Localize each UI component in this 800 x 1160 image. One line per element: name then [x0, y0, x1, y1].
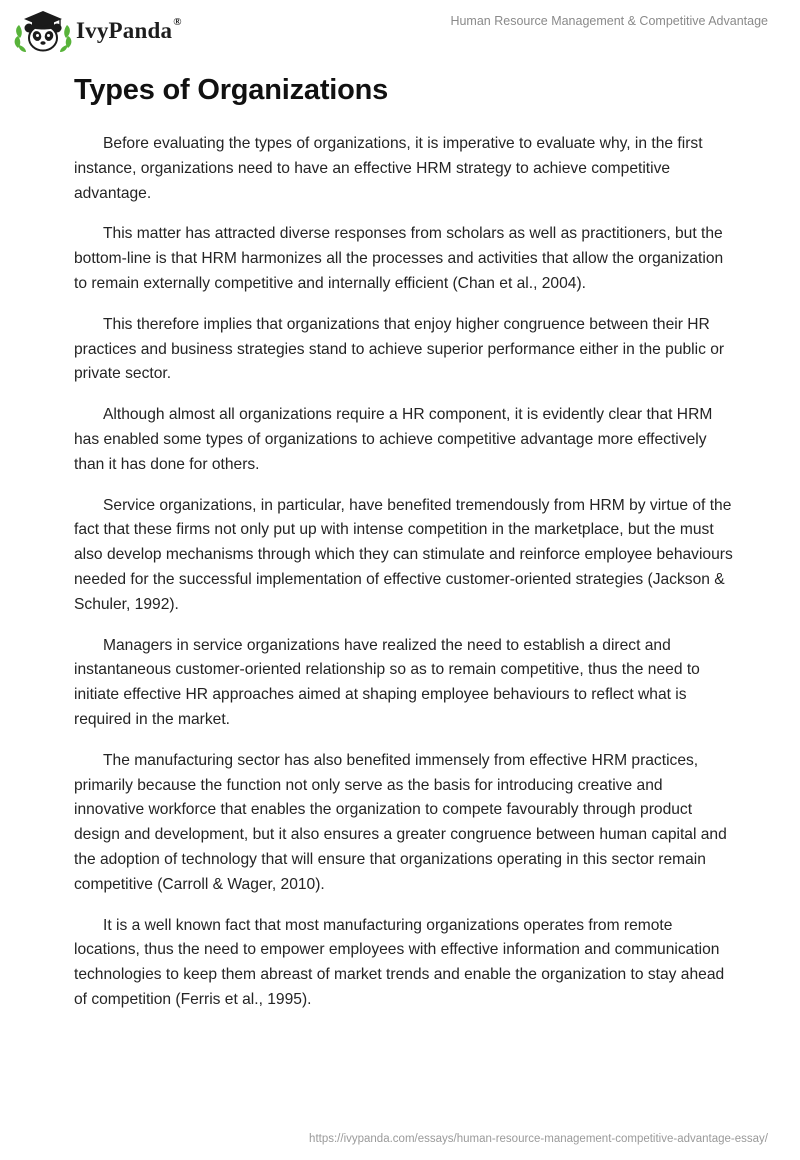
ivypanda-logo[interactable]: [14, 8, 182, 56]
paragraph-7: The manufacturing sector has also benefited immensely from effective HRM practices, primarily because the function not only serve as the basis for introducing creative and innovative workforce that enables the organization to compete favourably through product design and development, but it also ensures a greater congruence between human capital and the adoption of technology that will ensure that organizations operating in this sector remain competitive (Carroll & Wager, 2010).: [74, 751, 727, 893]
section-heading: Types of Organizations: [74, 74, 389, 106]
brand-name: [76, 18, 182, 44]
paragraph-1: Before evaluating the types of organizations, it is imperative to evaluate why, in the first instance, organizations need to have an effective HRM strategy to achieve competitive advantage.: [74, 135, 703, 202]
brand-text: IvyPanda: [76, 18, 173, 43]
source-url-link[interactable]: https://ivypanda.com/essays/human-resource-management-competitive-advantage-essay/: [309, 1133, 768, 1145]
paragraph-8: It is a well known fact that most manufacturing organizations operates from remote locations, thus the need to empower employees with effective information and communication technologies to keep them abreast of market trends and enable the organization to stay ahead of competition (Ferris et al., 1995).: [74, 916, 725, 1008]
paragraph-6: Managers in service organizations have realized the need to establish a direct and instantaneous customer-oriented relationship so as to remain competitive, thus the need to initiate effective HR approaches aimed at shaping employee behaviours to reflect what is required in the market.: [74, 636, 700, 728]
panda-graduate-icon: [14, 8, 72, 56]
paragraph-4: Although almost all organizations require a HR component, it is evidently clear that HRM has enabled some types of organizations to achieve competitive advantage more effectively than it has done for others.: [74, 406, 713, 473]
article-content: [74, 68, 734, 1013]
page-header: [0, 0, 800, 60]
document-title: Human Resource Management & Competitive Advantage: [450, 14, 768, 28]
registered-mark: ®: [173, 16, 182, 29]
paragraph-2: This matter has attracted diverse responses from scholars as well as practitioners, but the bottom-line is that HRM harmonizes all the processes and activities that allow the organization to remain externally competitive and internally efficient (Chan et al., 2004).: [74, 225, 724, 292]
paragraph-3: This therefore implies that organizations that enjoy higher congruence between their HR practices and business strategies stand to achieve superior performance either in the public or private sector.: [74, 315, 725, 383]
paragraph-5: Service organizations, in particular, have benefited tremendously from HRM by virtue of the fact that these firms not only put up with intense competition in the marketplace, but the must also develop mechanisms through which they can stimulate and reinforce employee behaviours needed for the successful implementation of effective customer-oriented strategies (Jackson & Schuler, 1992).: [74, 496, 733, 613]
